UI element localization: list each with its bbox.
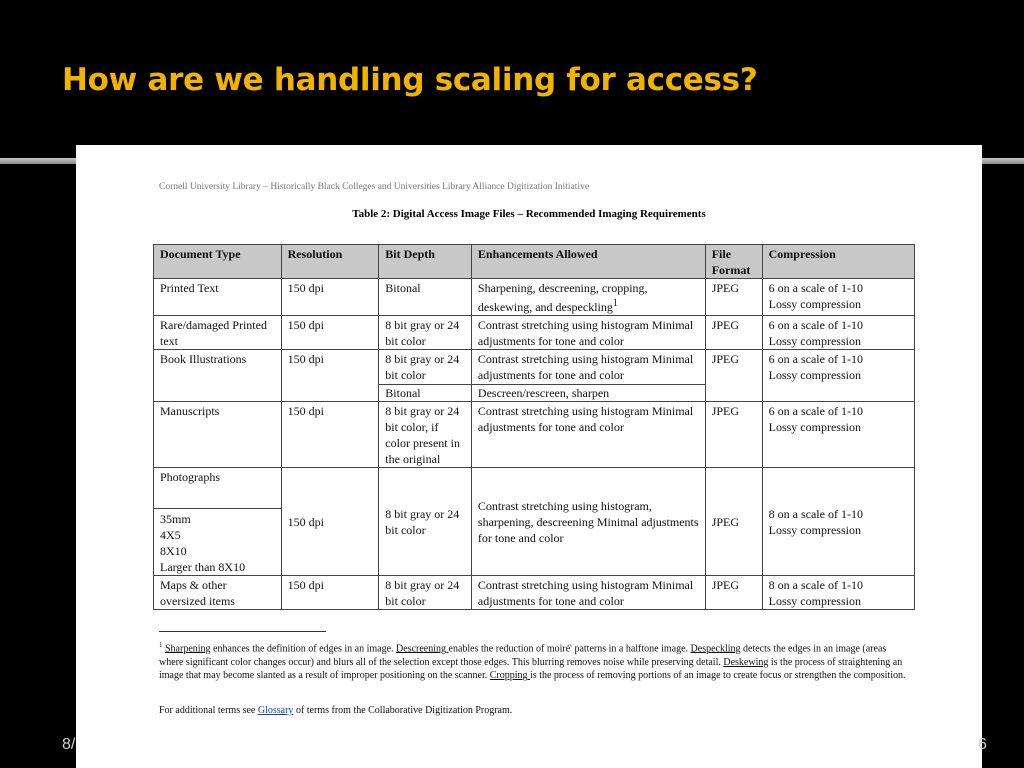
cell-enhancements bbox=[471, 279, 705, 316]
requirements-table bbox=[153, 244, 915, 610]
footnote-text: detects the edges in an image (areas where significant color changes occur) and blurs all of the selection except those edges. This blurring removes noise while preserving detail. bbox=[159, 643, 887, 668]
cell-document-type: Manuscripts bbox=[154, 402, 282, 468]
cell-bit-depth bbox=[379, 350, 472, 402]
enhancement-text: Sharpening, descreening, cropping, deskewing, and despeckling bbox=[477, 281, 648, 314]
compression-scale: 8 on a scale of 1-10 bbox=[768, 507, 863, 521]
cell-document-type: Printed Text bbox=[154, 279, 282, 316]
table-caption: Table 2: Digital Access Image Files – Recommended Imaging Requirements bbox=[352, 208, 706, 220]
cell-compression bbox=[762, 468, 914, 576]
cell-bit-depth: 8 bit gray or 24 bit color bbox=[379, 468, 472, 576]
cell-document-type: Book Illustrations bbox=[154, 350, 282, 402]
cell-bit-depth: 8 bit gray or 24 bit color bbox=[379, 316, 472, 350]
enhancement-main: Contrast stretching using histogram Minimal adjustments for tone and color bbox=[477, 352, 694, 382]
cell-file-format: JPEG bbox=[705, 316, 762, 350]
table-header-row bbox=[154, 245, 915, 279]
compression-scale: 6 on a scale of 1-10 bbox=[768, 404, 863, 418]
document-image bbox=[76, 145, 982, 768]
compression-scale: 6 on a scale of 1-10 bbox=[768, 281, 863, 295]
page-number: 6 bbox=[978, 736, 987, 753]
cell-enhancements: Contrast stretching using histogram, sharpening, descreening Minimal adjustments for tone and color bbox=[471, 468, 705, 576]
cell-bit-depth: Bitonal bbox=[379, 279, 472, 316]
cell-enhancements: Contrast stretching using histogram Minimal adjustments for tone and color bbox=[471, 402, 705, 468]
cell-document-type bbox=[154, 468, 282, 576]
cell-compression bbox=[762, 402, 914, 468]
document-header: Cornell University Library – Historically Black Colleges and Universities Library Alliance Digitization Initiative bbox=[159, 182, 590, 192]
cell-file-format: JPEG bbox=[705, 350, 762, 402]
column-header: Bit Depth bbox=[379, 245, 472, 279]
term-deskewing: Deskewing bbox=[723, 656, 769, 668]
additional-suffix: of terms from the Collaborative Digitization Program. bbox=[293, 705, 513, 716]
footnote-text: is the process of removing portions of an image to create focus or strengthen the composition. bbox=[530, 670, 906, 682]
cell-enhancements: Contrast stretching using histogram Minimal adjustments for tone and color bbox=[471, 316, 705, 350]
table-row bbox=[154, 402, 915, 468]
compression-type: Lossy compression bbox=[768, 297, 861, 311]
footnote-marker: 1 bbox=[612, 298, 618, 309]
cell-compression bbox=[762, 576, 914, 610]
column-header: Enhancements Allowed bbox=[471, 245, 705, 279]
additional-terms bbox=[159, 705, 512, 716]
additional-prefix: For additional terms see bbox=[159, 705, 258, 716]
compression-scale: 8 on a scale of 1-10 bbox=[768, 578, 863, 592]
cell-resolution: 150 dpi bbox=[281, 316, 379, 350]
bit-depth-main: 8 bit gray or 24 bit color bbox=[385, 352, 460, 382]
term-sharpening: Sharpening bbox=[165, 643, 211, 655]
photographs-label: Photographs bbox=[160, 470, 220, 484]
footnote-number: 1 bbox=[159, 641, 163, 649]
photo-sizes bbox=[154, 508, 281, 575]
cell-resolution: 150 dpi bbox=[281, 279, 379, 316]
cell-file-format: JPEG bbox=[705, 468, 762, 576]
footnote-text: is the process of straightening an image that may become slanted as a result of improper positioning on the scanner. bbox=[159, 656, 903, 682]
compression-type: Lossy compression bbox=[768, 523, 861, 537]
cell-resolution: 150 dpi bbox=[281, 402, 379, 468]
column-header: Document Type bbox=[154, 245, 282, 279]
footnote-text: enhances the definition of edges in an image. bbox=[210, 643, 397, 655]
glossary-link[interactable]: Glossary bbox=[257, 705, 294, 716]
term-cropping: Cropping bbox=[489, 670, 531, 682]
compression-type: Lossy compression bbox=[768, 594, 861, 608]
photo-size: 35mm bbox=[160, 512, 191, 526]
cell-file-format: JPEG bbox=[705, 576, 762, 610]
enhancement-sub: Descreen/rescreen, sharpen bbox=[472, 384, 705, 401]
column-header: Resolution bbox=[281, 245, 379, 279]
term-descreening: Descreening bbox=[396, 643, 449, 655]
compression-scale: 6 on a scale of 1-10 bbox=[768, 352, 863, 366]
cell-file-format: JPEG bbox=[705, 279, 762, 316]
cell-enhancements bbox=[471, 350, 705, 402]
table-row bbox=[154, 576, 915, 610]
compression-scale: 6 on a scale of 1-10 bbox=[768, 318, 863, 332]
photo-size: 8X10 bbox=[160, 544, 187, 558]
footer-date: 8/ bbox=[62, 736, 76, 753]
cell-resolution: 150 dpi bbox=[281, 468, 379, 576]
photo-size: Larger than 8X10 bbox=[160, 560, 246, 574]
column-header: File Format bbox=[705, 245, 762, 279]
cell-bit-depth: 8 bit gray or 24 bit color, if color present in the original bbox=[379, 402, 472, 468]
compression-type: Lossy compression bbox=[768, 420, 861, 434]
footnote bbox=[159, 639, 909, 683]
table-row bbox=[154, 316, 915, 350]
compression-type: Lossy compression bbox=[768, 334, 861, 348]
cell-compression bbox=[762, 316, 914, 350]
cell-resolution: 150 dpi bbox=[281, 576, 379, 610]
footnote-text: enables the reduction of moiré' patterns in a halftone image. bbox=[448, 643, 691, 655]
compression-type: Lossy compression bbox=[768, 368, 861, 382]
photo-size: 4X5 bbox=[160, 528, 181, 542]
table-row bbox=[154, 468, 915, 576]
cell-compression bbox=[762, 279, 914, 316]
cell-enhancements: Contrast stretching using histogram Minimal adjustments for tone and color bbox=[471, 576, 705, 610]
bit-depth-sub: Bitonal bbox=[379, 384, 471, 401]
term-despeckling: Despeckling bbox=[690, 643, 741, 655]
cell-bit-depth: 8 bit gray or 24 bit color bbox=[379, 576, 472, 610]
cell-document-type: Maps & other oversized items bbox=[154, 576, 282, 610]
slide-title: How are we handling scaling for access? bbox=[62, 62, 758, 98]
table-row bbox=[154, 350, 915, 402]
table-row bbox=[154, 279, 915, 316]
cell-document-type: Rare/damaged Printed text bbox=[154, 316, 282, 350]
cell-resolution: 150 dpi bbox=[281, 350, 379, 402]
column-header: Compression bbox=[762, 245, 914, 279]
cell-compression bbox=[762, 350, 914, 402]
cell-file-format: JPEG bbox=[705, 402, 762, 468]
footnote-rule bbox=[159, 631, 326, 632]
